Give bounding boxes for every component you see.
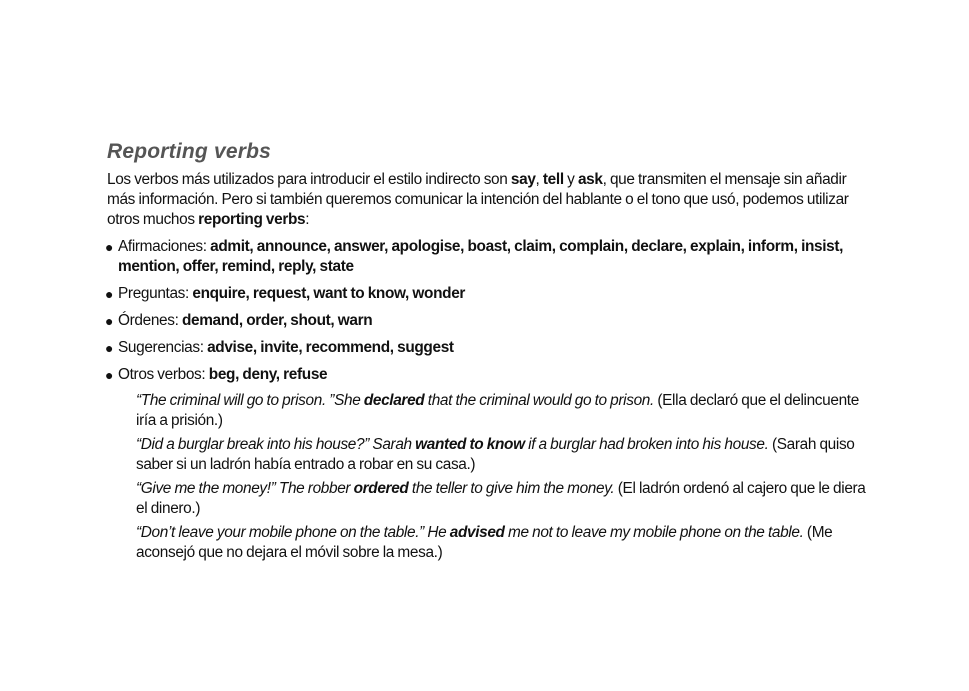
intro-text-3: : xyxy=(305,211,310,228)
example-sentence xyxy=(136,391,867,431)
example-sentence xyxy=(136,523,867,563)
example-translation: (El ladrón ordenó al cajero que le diera el dinero.) xyxy=(136,480,866,517)
bullet-icon: ● xyxy=(105,367,114,383)
category-label: Órdenes: xyxy=(118,312,182,329)
verb-category-list xyxy=(107,237,867,385)
reporting-verbs-term: reporting verbs xyxy=(198,211,306,228)
example-quote: “Don’t leave your mobile phone on the table.” He xyxy=(136,524,450,541)
example-verb: advised xyxy=(449,524,505,541)
bullet-icon: ● xyxy=(105,313,114,329)
category-verbs: demand, order, shout, warn xyxy=(181,312,373,329)
example-reported: the teller to give him the money. xyxy=(408,480,615,497)
category-label: Otros verbos: xyxy=(118,366,209,383)
intro-text-2: , que transmiten el mensaje sin añadir más información. Pero si también queremos comunicar la intención del hablante o el tono que usó, podemos utilizar otros muchos xyxy=(107,171,849,228)
example-quote: “Give me the money!” The robber xyxy=(136,480,354,497)
category-affirmations xyxy=(107,237,867,277)
example-reported: if a burglar had broken into his house. xyxy=(524,436,769,453)
example-verb: declared xyxy=(363,392,425,409)
category-orders xyxy=(107,311,867,331)
example-translation: (Ella declaró que el delincuente iría a prisión.) xyxy=(136,392,859,429)
example-quote: “The criminal will go to prison. ”She xyxy=(136,392,364,409)
category-label: Sugerencias: xyxy=(118,339,208,356)
section-title: Reporting verbs xyxy=(107,140,272,163)
category-verbs: enquire, request, want to know, wonder xyxy=(192,285,466,302)
bullet-icon: ● xyxy=(105,239,114,255)
category-other-verbs xyxy=(107,365,867,385)
example-verb: wanted to know xyxy=(415,436,525,453)
example-reported: me not to leave my mobile phone on the table. xyxy=(504,524,804,541)
verb-ask: ask xyxy=(577,171,603,188)
example-sentence xyxy=(136,479,867,519)
example-sentence xyxy=(136,435,867,475)
category-label: Preguntas: xyxy=(118,285,193,302)
category-verbs: beg, deny, refuse xyxy=(208,366,328,383)
category-verbs: advise, invite, recommend, suggest xyxy=(207,339,454,356)
category-suggestions xyxy=(107,338,867,358)
bullet-icon: ● xyxy=(105,286,114,302)
reporting-verbs-section xyxy=(107,140,867,567)
example-reported: that the criminal would go to prison. xyxy=(424,392,654,409)
example-translation: (Me aconsejó que no dejara el móvil sobre la mesa.) xyxy=(136,524,833,561)
category-verbs: admit, announce, answer, apologise, boast, claim, complain, declare, explain, inform, insist, mention, offer, remind, reply, state xyxy=(118,238,844,275)
category-questions xyxy=(107,284,867,304)
example-list xyxy=(107,391,867,563)
example-quote: “Did a burglar break into his house?” Sarah xyxy=(136,436,416,453)
example-verb: ordered xyxy=(353,480,409,497)
category-label: Afirmaciones: xyxy=(118,238,211,255)
intro-text-1: Los verbos más utilizados para introducir el estilo indirecto son xyxy=(107,171,511,188)
verb-tell: tell xyxy=(542,171,564,188)
verb-say: say xyxy=(510,171,536,188)
bullet-icon: ● xyxy=(105,340,114,356)
intro-sep-1: , xyxy=(535,171,543,188)
example-translation: (Sarah quiso saber si un ladrón había entrado a robar en su casa.) xyxy=(136,436,855,473)
intro-sep-2: y xyxy=(563,171,578,188)
intro-paragraph xyxy=(107,170,867,230)
